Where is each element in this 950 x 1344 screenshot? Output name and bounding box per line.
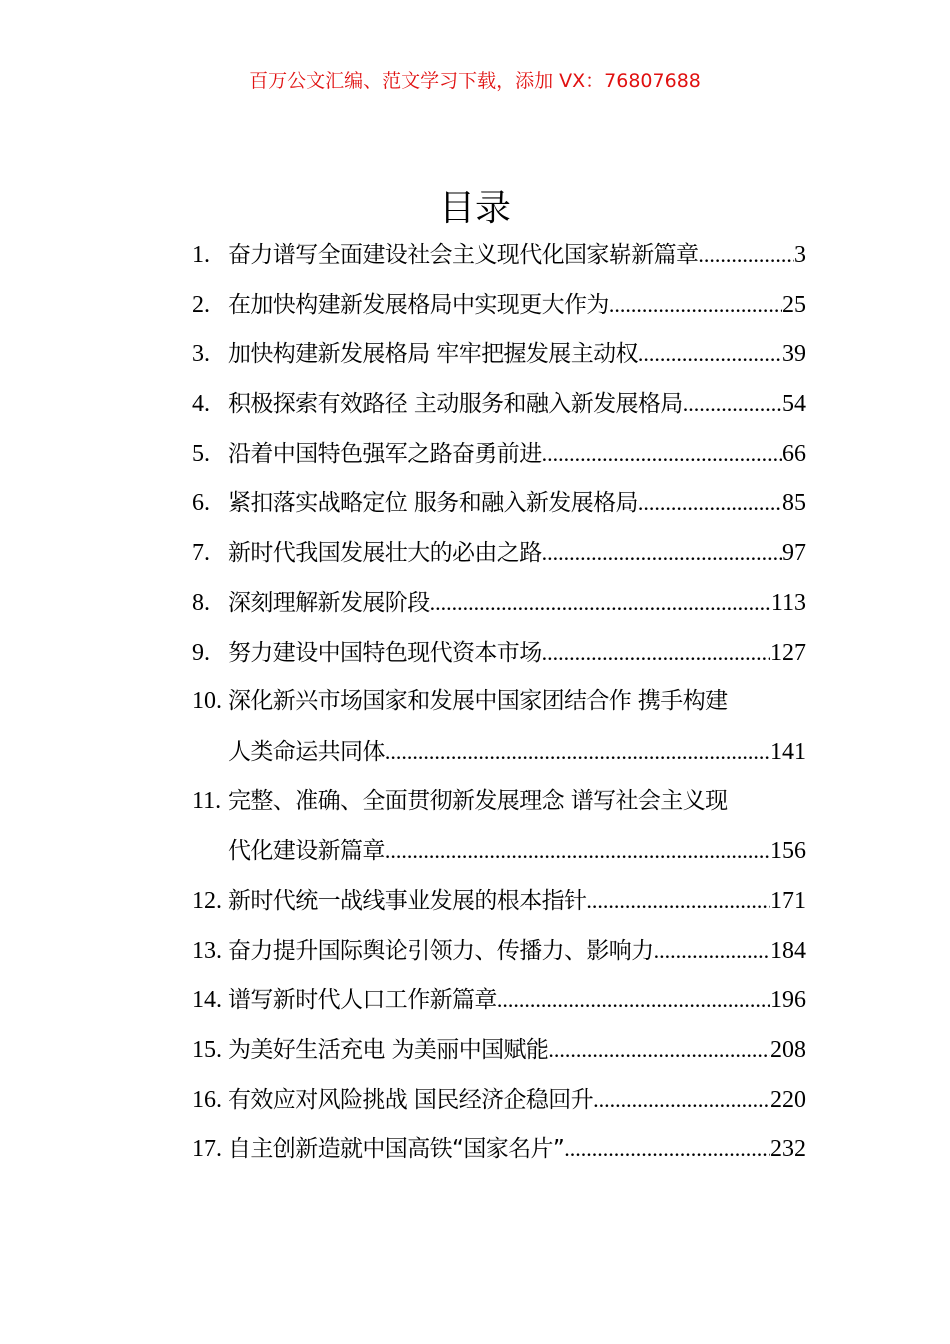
toc-entry-title: 积极探索有效路径 主动服务和融入新发展格局: [228, 391, 683, 418]
toc-entry-line: [192, 777, 806, 827]
toc-entry-line: [192, 826, 806, 876]
toc-entry-title: 自主创新造就中国高铁“国家名片”: [228, 1136, 565, 1163]
toc-entry-line: [192, 727, 806, 777]
toc-leader-dots: [638, 329, 782, 379]
toc-entry-title: 沿着中国特色强军之路奋勇前进: [228, 440, 542, 467]
toc-entry[interactable]: [192, 926, 806, 976]
toc-page-number: 97: [782, 540, 806, 567]
toc-leader-dots: [586, 876, 770, 926]
toc-entry-title: 有效应对风险挑战 国民经济企稳回升: [228, 1086, 594, 1113]
toc-entry[interactable]: [192, 1075, 806, 1125]
toc-entry[interactable]: [192, 429, 806, 479]
toc-entry-number: 16.: [192, 1086, 222, 1113]
toc-page-number: 232: [770, 1136, 806, 1163]
toc-entry-title: 紧扣落实战略定位 服务和融入新发展格局: [228, 490, 638, 517]
toc-entry-number: 17.: [192, 1136, 222, 1163]
toc-entry[interactable]: [192, 777, 806, 876]
toc-leader-dots: [542, 528, 782, 578]
toc-entry-line: [192, 280, 806, 330]
toc-page-number: 54: [782, 391, 806, 418]
toc-entry-title: 完整、准确、全面贯彻新发展理念 谱写社会主义现: [228, 787, 728, 814]
toc-entry[interactable]: [192, 578, 806, 628]
toc-entry-title: 新时代统一战线事业发展的根本指针: [228, 887, 587, 914]
table-of-contents: [192, 230, 806, 1174]
toc-entry-number: 15.: [192, 1037, 222, 1063]
toc-entry-number: 14.: [192, 987, 222, 1014]
toc-page-number: 171: [770, 887, 806, 914]
toc-page-number: 113: [770, 589, 806, 616]
toc-entry-title: 人类命运共同体: [228, 738, 385, 765]
toc-entry-line: [192, 677, 806, 727]
toc-leader-dots: [638, 478, 782, 528]
toc-entry-title: 努力建设中国特色现代资本市场: [228, 639, 542, 666]
toc-entry-number: 12.: [192, 887, 222, 914]
toc-entry[interactable]: [192, 876, 806, 926]
toc-entry[interactable]: [192, 628, 806, 678]
toc-leader-dots: [593, 1075, 770, 1125]
toc-page-number: 208: [770, 1037, 806, 1063]
toc-page-number: 127: [770, 639, 806, 666]
toc-entry-line: [192, 975, 806, 1025]
toc-entry[interactable]: [192, 1025, 806, 1075]
toc-page-number: 25: [782, 291, 806, 318]
toc-page-number: 39: [782, 341, 806, 368]
toc-leader-dots: [654, 926, 770, 976]
toc-entry-line: [192, 628, 806, 678]
toc-page-number: 196: [770, 987, 806, 1014]
toc-entry[interactable]: [192, 528, 806, 578]
page-title: 目录: [438, 188, 511, 229]
toc-entry-number: 1.: [192, 242, 210, 268]
toc-entry[interactable]: [192, 379, 806, 429]
toc-entry-number: 10.: [192, 688, 222, 715]
toc-leader-dots: [548, 1025, 770, 1075]
toc-leader-dots: [497, 975, 770, 1025]
toc-entry-title: 为美好生活充电 为美丽中国赋能: [228, 1037, 549, 1063]
toc-entry-line: [192, 478, 806, 528]
toc-entry-line: [192, 876, 806, 926]
toc-entry-line: [192, 379, 806, 429]
toc-page-number: 66: [782, 440, 806, 467]
toc-leader-dots: [385, 826, 770, 876]
toc-page-number: 85: [782, 490, 806, 517]
watermark-header: 百万公文汇编、范文学习下载，添加 VX：76807688: [249, 70, 701, 92]
toc-leader-dots: [385, 727, 770, 777]
toc-leader-dots: [609, 280, 782, 330]
toc-entry-title: 在加快构建新发展格局中实现更大作为: [228, 291, 609, 318]
toc-page-number: 141: [770, 738, 806, 765]
toc-entry[interactable]: [192, 230, 806, 280]
toc-entry-number: 13.: [192, 937, 222, 964]
toc-page-number: 184: [770, 937, 806, 964]
toc-entry[interactable]: [192, 478, 806, 528]
toc-leader-dots: [542, 628, 770, 678]
toc-entry-title: 代化建设新篇章: [228, 838, 385, 865]
toc-leader-dots: [542, 429, 782, 479]
toc-entry-line: [192, 578, 806, 628]
toc-entry-line: [192, 230, 806, 280]
toc-entry[interactable]: [192, 1124, 806, 1174]
toc-page-number: 220: [770, 1086, 806, 1113]
toc-entry[interactable]: [192, 280, 806, 330]
toc-entry-line: [192, 1075, 806, 1125]
toc-entry-number: 11.: [192, 787, 222, 814]
toc-entry[interactable]: [192, 677, 806, 776]
toc-leader-dots: [564, 1124, 770, 1174]
toc-entry-number: 3.: [192, 341, 210, 368]
toc-entry-line: [192, 429, 806, 479]
toc-entry-title: 深刻理解新发展阶段: [228, 589, 430, 616]
toc-entry-number: 7.: [192, 540, 210, 567]
toc-entry-title: 奋力谱写全面建设社会主义现代化国家崭新篇章: [228, 242, 699, 268]
toc-entry-line: [192, 1025, 806, 1075]
toc-entry-title: 深化新兴市场国家和发展中国家团结合作 携手构建: [228, 688, 728, 715]
toc-entry-number: 5.: [192, 440, 210, 467]
toc-entry-number: 4.: [192, 391, 210, 418]
toc-entry-number: 6.: [192, 490, 210, 517]
toc-entry-line: [192, 528, 806, 578]
toc-entry-title: 加快构建新发展格局 牢牢把握发展主动权: [228, 341, 638, 368]
toc-entry-title: 谱写新时代人口工作新篇章: [228, 987, 497, 1014]
toc-entry-number: 2.: [192, 291, 210, 318]
toc-entry-line: [192, 926, 806, 976]
toc-entry-line: [192, 1124, 806, 1174]
toc-leader-dots: [430, 578, 771, 628]
toc-entry-number: 8.: [192, 589, 210, 616]
toc-entry-title: 新时代我国发展壮大的必由之路: [228, 540, 542, 567]
toc-leader-dots: [683, 379, 782, 429]
toc-entry-title: 奋力提升国际舆论引领力、传播力、影响力: [228, 937, 654, 964]
toc-leader-dots: [698, 230, 794, 280]
toc-entry[interactable]: [192, 329, 806, 379]
toc-page-number: 3: [794, 242, 806, 268]
toc-page-number: 156: [770, 838, 806, 865]
toc-entry[interactable]: [192, 975, 806, 1025]
toc-entry-line: [192, 329, 806, 379]
toc-entry-number: 9.: [192, 639, 210, 666]
